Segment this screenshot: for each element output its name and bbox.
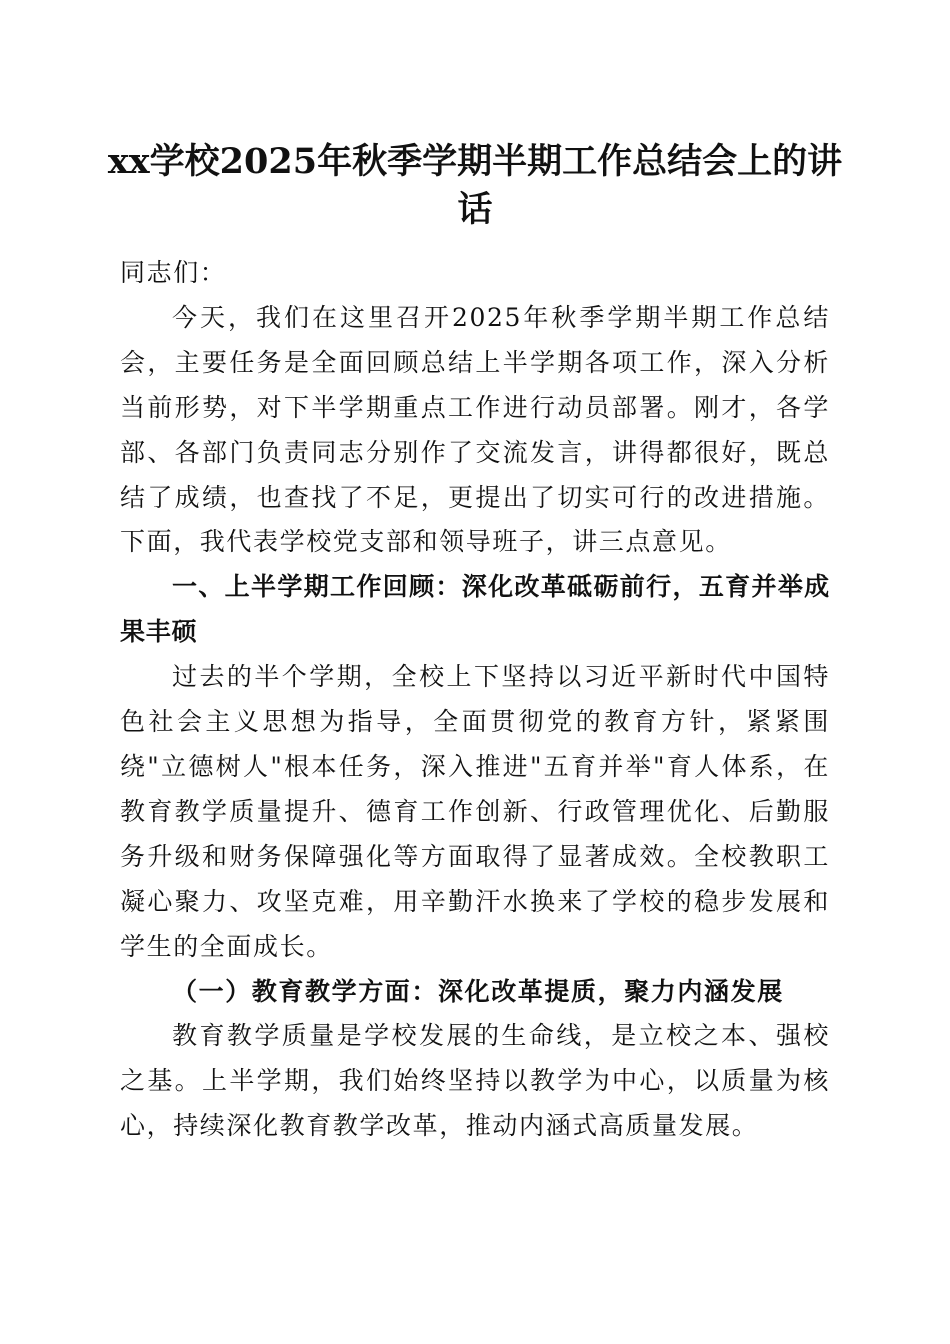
- section-1-heading: 一、上半学期工作回顾：深化改革砥砺前行，五育并举成果丰硕: [120, 572, 830, 647]
- intro-paragraph: 今天，我们在这里召开2025年秋季学期半期工作总结会，主要任务是全面回顾总结上半学期各项工作，深入分析当前形势，对下半学期重点工作进行动员部署。刚才，各学部、各部门负责同志分别作了交流发言，讲得都很好，既总结了成绩，也查找了不足，更提出了切实可行的改进措施。下面，我代表学校党支部和领导班子，讲三点意见。: [120, 302, 830, 557]
- document-body: [120, 251, 830, 1149]
- document-title: xx学校2025年秋季学期半期工作总结会上的讲话: [107, 141, 843, 230]
- salutation: 同志们：: [120, 258, 227, 287]
- subsection-1-paragraph: 教育教学质量是学校发展的生命线，是立校之本、强校之基。上半学期，我们始终坚持以教学为中心，以质量为核心，持续深化教育教学改革，推动内涵式高质量发展。: [120, 1021, 830, 1141]
- section-1-paragraph: 过去的半个学期，全校上下坚持以习近平新时代中国特色社会主义思想为指导，全面贯彻党的教育方针，紧紧围绕"立德树人"根本任务，深入推进"五育并举"育人体系，在教育教学质量提升、德育工作创新、行政管理优化、后勤服务升级和财务保障强化等方面取得了显著成效。全校教职工凝心聚力、攻坚克难，用辛勤汗水换来了学校的稳步发展和学生的全面成长。: [120, 662, 830, 961]
- subsection-1-heading: （一）教育教学方面：深化改革提质，聚力内涵发展: [172, 976, 784, 1006]
